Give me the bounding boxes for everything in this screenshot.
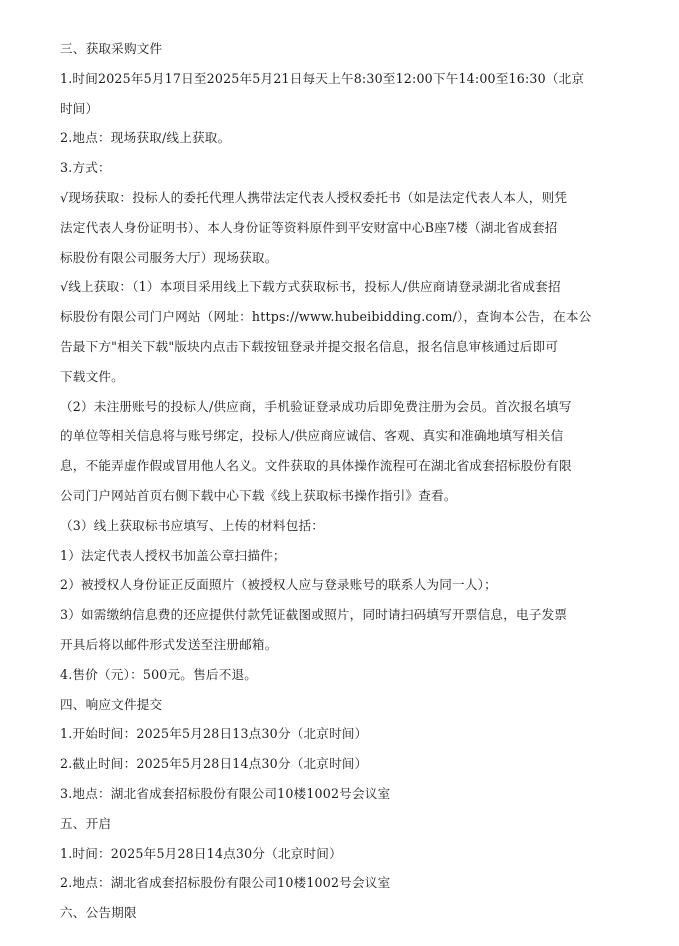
text-line-price: 4.售价（元）：500元。售后不退。 xyxy=(60,666,258,682)
text-line: 2）被授权人身份证正反面照片（被授权人应与登录账号的联系人为同一人）； xyxy=(60,577,497,593)
section-heading-response-submission: 四、响应文件提交 xyxy=(60,696,163,712)
text-line: 2.地点：现场获取/线上获取。 xyxy=(60,130,231,146)
text-line: 3）如需缴纳信息费的还应提供付款凭证截图或照片，同时请扫码填写开票信息，电子发票 xyxy=(60,607,568,623)
text-line: 标股份有限公司服务大厅）现场获取。 xyxy=(60,249,278,265)
section-heading-opening: 五、开启 xyxy=(60,815,112,831)
text-line: 2.截止时间：2025年5月28日14点30分（北京时间） xyxy=(60,756,368,772)
text-line: （3）线上获取标书应填写、上传的材料包括： xyxy=(60,517,325,533)
text-line: 2.地点：湖北省成套招标股份有限公司10楼1002号会议室 xyxy=(60,875,391,891)
text-line: 的单位等相关信息将与账号绑定，投标人/供应商应诚信、客观、真实和准确地填写相关信 xyxy=(60,428,564,444)
text-line: 下载文件。 xyxy=(60,368,124,384)
text-line: 1.时间：2025年5月28日14点30分（北京时间） xyxy=(60,845,342,861)
text-line: √线上获取：（1）本项目采用线上下载方式获取标书，投标人/供应商请登录湖北省成套招 xyxy=(60,279,561,295)
text-line: 1.时间2025年5月17日至2025年5月21日每天上午8:30至12:00下午14:00至16:30（北京 xyxy=(60,70,585,86)
text-line: 时间） xyxy=(60,100,99,116)
text-line: 法定代表人身份证明书）、本人身份证等资料原件到平安财富中心B座7楼（湖北省成套招 xyxy=(60,219,558,235)
text-line: 1）法定代表人授权书加盖公章扫描件； xyxy=(60,547,286,563)
text-line: 告最下方"相关下载"版块内点击下载按钮登录并提交报名信息，报名信息审核通过后即可 xyxy=(60,338,559,354)
section-heading-announcement-period: 六、公告期限 xyxy=(60,905,137,921)
text-line: 3.方式： xyxy=(60,160,111,176)
text-line: 息，不能弄虚作假或冒用他人名义。文件获取的具体操作流程可在湖北省成套招标股份有限 xyxy=(60,458,572,474)
document-body xyxy=(60,38,628,932)
section-heading-obtain-documents: 三、获取采购文件 xyxy=(60,41,163,56)
text-line: √现场获取：投标人的委托代理人携带法定代表人授权委托书（如是法定代表人本人，则凭 xyxy=(60,189,568,205)
text-line: 3.地点：湖北省成套招标股份有限公司10楼1002号会议室 xyxy=(60,785,391,801)
text-line: （2）未注册账号的投标人/供应商，手机验证登录成功后即免费注册为会员。首次报名填写 xyxy=(60,398,572,414)
text-line: 开具后将以邮件形式发送至注册邮箱。 xyxy=(60,636,278,652)
text-line: 公司门户网站首页右侧下载中心下载《线上获取标书操作指引》查看。 xyxy=(60,487,457,503)
text-line: 1.开始时间：2025年5月28日13点30分（北京时间） xyxy=(60,726,368,742)
text-line-with-website: 标股份有限公司门户网站（网址：https://www.hubeibidding.com/），查询本公告，在本公 xyxy=(60,309,592,325)
